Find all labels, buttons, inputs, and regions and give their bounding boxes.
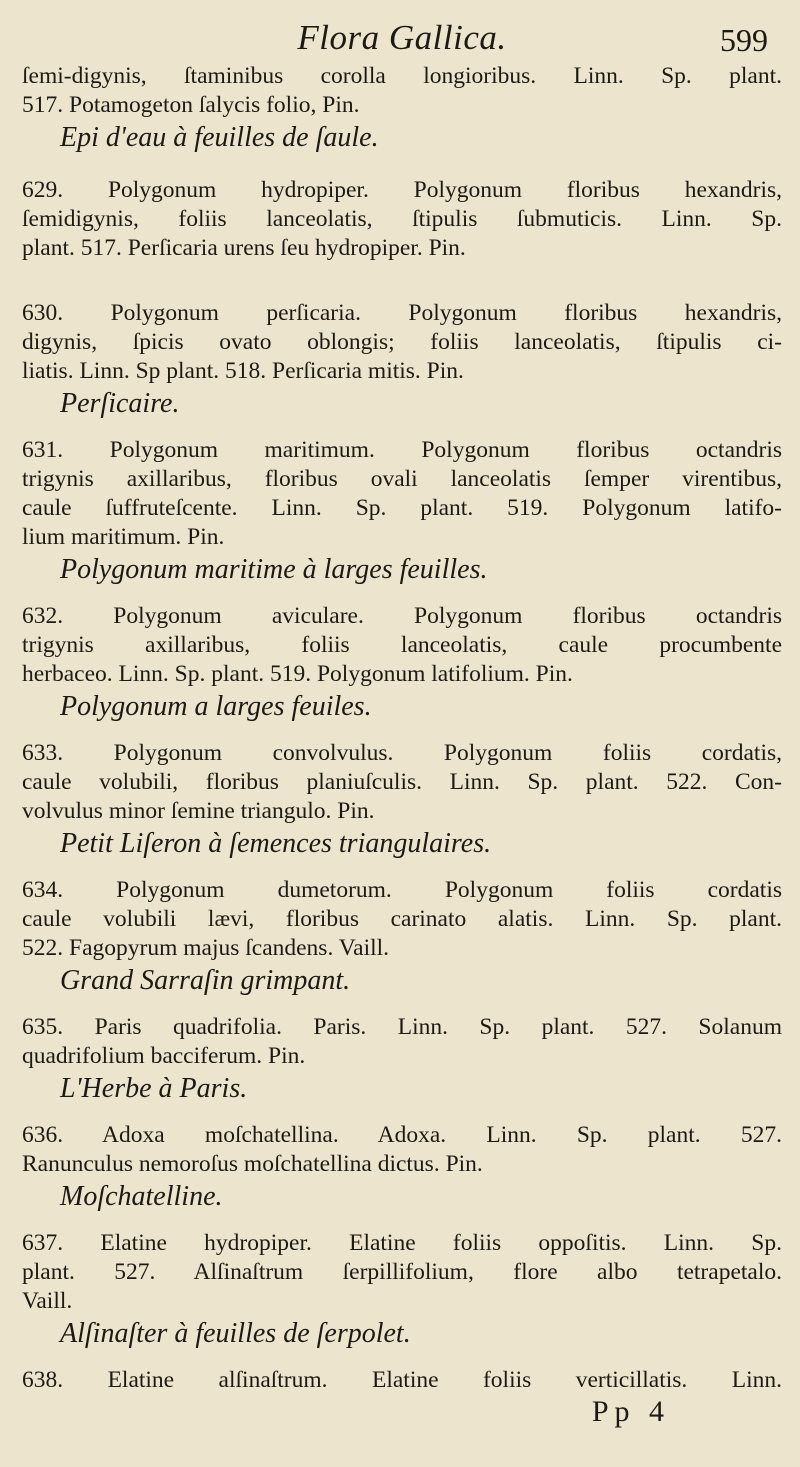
- entry-637: [22, 1229, 782, 1352]
- entry-line: trigynis axillaribus, floribus ovali lanceolatis ſemper virentibus,: [22, 466, 782, 492]
- entry-line: volvulus minor ſemine triangulo. Pin.: [22, 798, 375, 824]
- french-name: Alſinaſter à feuilles de ſerpolet.: [60, 1318, 411, 1349]
- entry-line: caule volubili lævi, floribus carinato alatis. Linn. Sp. plant.: [22, 906, 782, 932]
- entry-line: 631. Polygonum maritimum. Polygonum floribus octandris: [22, 437, 782, 463]
- entry-line: plant. 517. Perſicaria urens ſeu hydropiper. Pin.: [22, 235, 466, 261]
- entry-636: [22, 1121, 782, 1215]
- entry-line: lium maritimum. Pin.: [22, 524, 225, 550]
- entry-line: digynis, ſpicis ovato oblongis; foliis lanceolatis, ſtipulis ci-: [22, 329, 782, 355]
- entry-line: 634. Polygonum dumetorum. Polygonum foliis cordatis: [22, 877, 782, 903]
- entry-line: caule ſuffruteſcente. Linn. Sp. plant. 519. Polygonum latifo-: [22, 495, 782, 521]
- entry-line: Vaill.: [22, 1288, 73, 1314]
- entry-632: [22, 602, 782, 725]
- entry-line: plant. 527. Alſinaſtrum ſerpillifolium, flore albo tetrapetalo.: [22, 1259, 782, 1285]
- french-name: L'Herbe à Paris.: [60, 1073, 248, 1104]
- entry-line: 629. Polygonum hydropiper. Polygonum floribus hexandris,: [22, 177, 782, 203]
- entry-line: 638. Elatine alſinaſtrum. Elatine foliis verticillatis. Linn.: [22, 1367, 782, 1393]
- page-number: 599: [720, 22, 768, 58]
- french-name: Petit Liſeron à ſemences triangulaires.: [60, 828, 492, 859]
- entry-line: 633. Polygonum convolvulus. Polygonum foliis cordatis,: [22, 740, 782, 766]
- french-name: Polygonum maritime à larges feuilles.: [60, 554, 488, 585]
- entry-634: [22, 876, 782, 999]
- entry-line: 632. Polygonum aviculare. Polygonum floribus octandris: [22, 603, 782, 629]
- signature-mark: Pp 4: [591, 1395, 670, 1428]
- entry-line: 635. Paris quadrifolia. Paris. Linn. Sp. plant. 527. Solanum: [22, 1014, 782, 1040]
- entry-630: [22, 299, 782, 422]
- french-name: Polygonum a larges feuiles.: [60, 691, 372, 722]
- entry-line: caule volubili, floribus planiuſculis. Linn. Sp. plant. 522. Con-: [22, 769, 782, 795]
- entry-continuation: [22, 62, 782, 156]
- entry-line: ſemidigynis, foliis lanceolatis, ſtipulis ſubmuticis. Linn. Sp.: [22, 206, 782, 232]
- entry-line: 636. Adoxa moſchatellina. Adoxa. Linn. Sp. plant. 527.: [22, 1122, 782, 1148]
- entry-635: [22, 1013, 782, 1107]
- entry-633: [22, 739, 782, 862]
- entry-line: ſemi-digynis, ſtaminibus corolla longioribus. Linn. Sp. plant.: [22, 63, 782, 89]
- entry-line: quadrifolium bacciferum. Pin.: [22, 1043, 306, 1069]
- entry-line: 522. Fagopyrum majus ſcandens. Vaill.: [22, 935, 390, 961]
- french-name: Moſchatelline.: [60, 1181, 223, 1212]
- entry-line: herbaceo. Linn. Sp. plant. 519. Polygonum latifolium. Pin.: [22, 661, 573, 687]
- entry-line: trigynis axillaribus, foliis lanceolatis, caule procumbente: [22, 632, 782, 658]
- running-title: Flora Gallica.: [297, 18, 507, 57]
- french-name: Perſicaire.: [60, 388, 180, 419]
- entry-line: 637. Elatine hydropiper. Elatine foliis oppoſitis. Linn. Sp.: [22, 1230, 782, 1256]
- entry-line: liatis. Linn. Sp plant. 518. Perſicaria mitis. Pin.: [22, 358, 464, 384]
- french-name: Grand Sarraſin grimpant.: [60, 965, 351, 996]
- entry-631: [22, 436, 782, 588]
- page-header: [22, 0, 782, 62]
- entry-line: 630. Polygonum perſicaria. Polygonum floribus hexandris,: [22, 300, 782, 326]
- french-name: Epi d'eau à feuilles de ſaule.: [60, 122, 379, 153]
- entry-line: 517. Potamogeton ſalycis folio, Pin.: [22, 92, 360, 118]
- entry-line: Ranunculus nemoroſus moſchatellina dictus. Pin.: [22, 1151, 483, 1177]
- entry-638: [22, 1366, 782, 1395]
- entry-629: [22, 176, 782, 263]
